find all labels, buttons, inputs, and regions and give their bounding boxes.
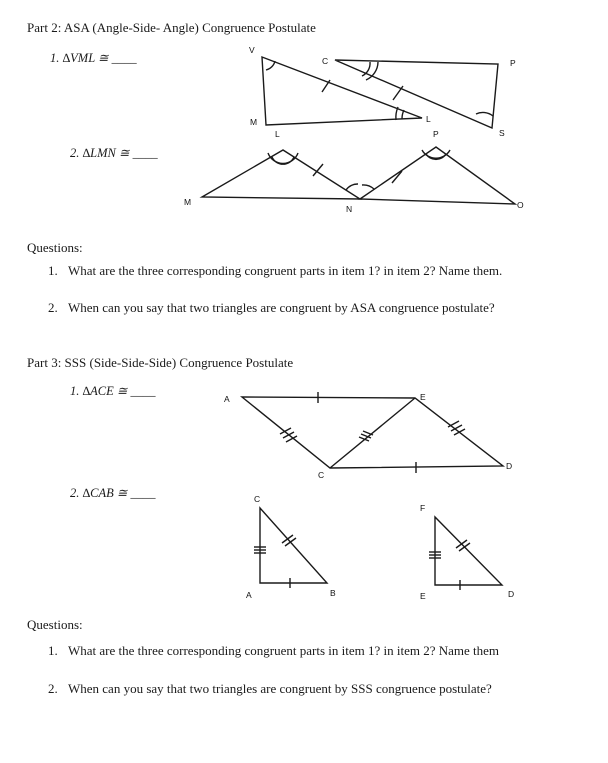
label-e3: E xyxy=(420,392,426,402)
part3-question-2-text: When can you say that two triangles are congruent by SSS congruence postulate? xyxy=(68,681,492,696)
label-p: P xyxy=(510,58,516,68)
part3-item1: 1. ∆ACE ≅ ____ xyxy=(70,384,156,398)
label-c4: C xyxy=(254,494,261,504)
part3-question-2-num: 2. xyxy=(48,681,58,696)
angle-arc-l-2 xyxy=(396,107,398,120)
triangle-cab xyxy=(254,508,327,588)
label-f4: F xyxy=(420,503,426,513)
part3-questions-title: Questions: xyxy=(27,617,83,632)
angle-arc-v xyxy=(266,61,275,70)
part3-item2: 2. ∆CAB ≅ ____ xyxy=(70,486,156,500)
part3-question-2 xyxy=(48,681,560,697)
label-l: L xyxy=(426,114,431,124)
part2-question-1 xyxy=(48,263,560,279)
ticks-ce xyxy=(359,431,373,441)
label-a4: A xyxy=(246,590,252,600)
triangle-vml xyxy=(262,57,422,125)
triangle-lmn xyxy=(202,150,360,199)
angle-arc-l-1 xyxy=(402,110,404,119)
label-d3: D xyxy=(506,461,513,471)
label-o2: O xyxy=(517,200,524,210)
label-n2: N xyxy=(346,204,353,214)
part2-item1: 1. ∆VML ≅ ____ xyxy=(50,51,137,65)
part3-title: Part 3: SSS (Side-Side-Side) Congruence Postulate xyxy=(27,355,294,370)
triangle-fed xyxy=(429,517,502,590)
label-v: V xyxy=(249,45,255,55)
angle-arc-n xyxy=(346,184,358,190)
label-d4: D xyxy=(508,589,515,599)
label-b4: B xyxy=(330,588,336,598)
part3-question-1-num: 1. xyxy=(48,643,58,658)
part2-question-1-num: 1. xyxy=(48,263,58,278)
part2-questions-title: Questions: xyxy=(27,240,83,255)
angle-arc-n2 xyxy=(362,185,374,189)
part3-question-1 xyxy=(48,643,560,659)
label-e4: E xyxy=(420,591,426,601)
tick-cs xyxy=(393,86,403,100)
triangle-pno xyxy=(360,147,515,204)
label-c3: C xyxy=(318,470,325,480)
part2-question-2-text: When can you say that two triangles are congruent by ASA congruence postulate? xyxy=(68,300,495,315)
label-a3: A xyxy=(224,394,230,404)
part2-question-2 xyxy=(48,300,560,316)
part2-title: Part 2: ASA (Angle-Side- Angle) Congruence Postulate xyxy=(27,20,316,35)
figure-ace-ced xyxy=(242,392,503,473)
label-c: C xyxy=(322,56,329,66)
tick-pn xyxy=(392,171,402,183)
label-l2: L xyxy=(275,129,280,139)
angle-arc-s xyxy=(476,112,493,116)
label-m2: M xyxy=(184,197,192,207)
part2-question-1-text: What are the three corresponding congruent parts in item 1? in item 2? Name them. xyxy=(68,263,503,278)
label-s: S xyxy=(499,128,505,138)
ticks-ed xyxy=(448,421,465,435)
part2-item2: 2. ∆LMN ≅ ____ xyxy=(70,146,158,160)
part2-question-2-num: 2. xyxy=(48,300,58,315)
part3-question-1-text: What are the three corresponding congruent parts in item 1? in item 2? Name them xyxy=(68,643,500,658)
label-m: M xyxy=(250,117,258,127)
label-p2: P xyxy=(433,129,439,139)
